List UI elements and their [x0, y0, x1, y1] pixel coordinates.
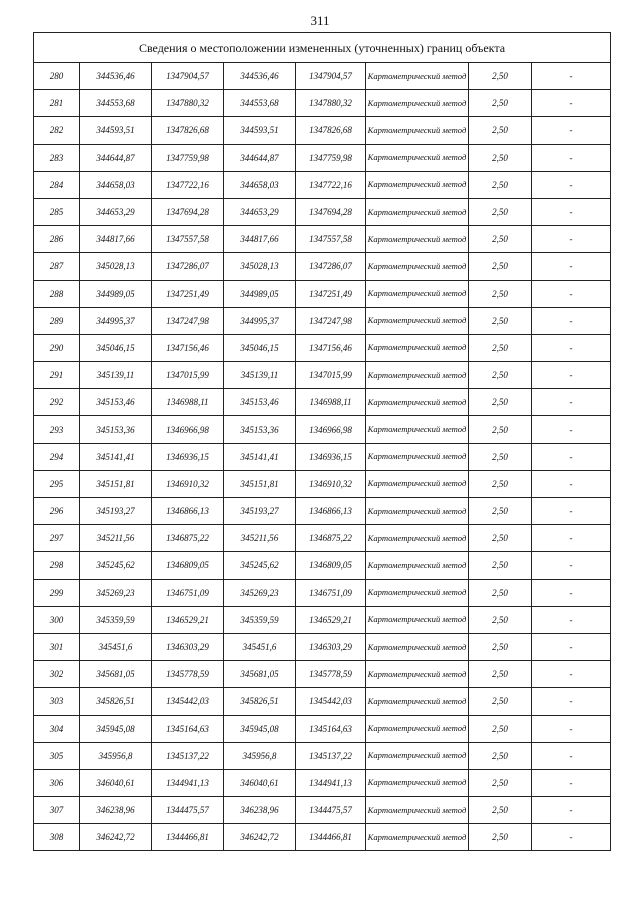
method-cell: Картометрический метод	[366, 797, 469, 824]
y-existing-cell: 1347247,98	[152, 307, 224, 334]
x-existing-cell: 346238,96	[80, 797, 152, 824]
accuracy-cell: 2,50	[469, 633, 532, 660]
method-cell: Картометрический метод	[366, 389, 469, 416]
description-cell: -	[532, 498, 611, 525]
x-new-cell: 345193,27	[224, 498, 296, 525]
x-existing-cell: 345359,59	[80, 606, 152, 633]
accuracy-cell: 2,50	[469, 769, 532, 796]
description-cell: -	[532, 470, 611, 497]
accuracy-cell: 2,50	[469, 443, 532, 470]
table-row	[34, 416, 611, 443]
y-existing-cell: 1347759,98	[152, 144, 224, 171]
point-number-cell: 287	[34, 253, 80, 280]
y-existing-cell: 1347694,28	[152, 198, 224, 225]
y-new-cell: 1347904,57	[296, 63, 366, 90]
x-existing-cell: 344553,68	[80, 90, 152, 117]
table-title: Сведения о местоположении измененных (уточненных) границ объекта	[34, 33, 611, 63]
y-new-cell: 1346809,05	[296, 552, 366, 579]
x-existing-cell: 346040,61	[80, 769, 152, 796]
y-new-cell: 1345137,22	[296, 742, 366, 769]
accuracy-cell: 2,50	[469, 253, 532, 280]
table-row	[34, 443, 611, 470]
method-cell: Картометрический метод	[366, 144, 469, 171]
y-existing-cell: 1346875,22	[152, 525, 224, 552]
x-new-cell: 345211,56	[224, 525, 296, 552]
description-cell: -	[532, 334, 611, 361]
description-cell: -	[532, 552, 611, 579]
point-number-cell: 288	[34, 280, 80, 307]
x-new-cell: 344553,68	[224, 90, 296, 117]
x-new-cell: 345245,62	[224, 552, 296, 579]
x-existing-cell: 345269,23	[80, 579, 152, 606]
accuracy-cell: 2,50	[469, 498, 532, 525]
point-number-cell: 282	[34, 117, 80, 144]
x-new-cell: 344658,03	[224, 171, 296, 198]
description-cell: -	[532, 633, 611, 660]
accuracy-cell: 2,50	[469, 824, 532, 851]
accuracy-cell: 2,50	[469, 362, 532, 389]
table-row	[34, 362, 611, 389]
x-new-cell: 345141,41	[224, 443, 296, 470]
description-cell: -	[532, 90, 611, 117]
y-new-cell: 1346866,13	[296, 498, 366, 525]
method-cell: Картометрический метод	[366, 117, 469, 144]
table-body	[34, 63, 611, 851]
y-existing-cell: 1347826,68	[152, 117, 224, 144]
x-existing-cell: 344593,51	[80, 117, 152, 144]
x-new-cell: 345139,11	[224, 362, 296, 389]
x-existing-cell: 345945,08	[80, 715, 152, 742]
table-row	[34, 226, 611, 253]
point-number-cell: 304	[34, 715, 80, 742]
y-existing-cell: 1347722,16	[152, 171, 224, 198]
accuracy-cell: 2,50	[469, 334, 532, 361]
accuracy-cell: 2,50	[469, 525, 532, 552]
y-new-cell: 1347722,16	[296, 171, 366, 198]
table-row	[34, 688, 611, 715]
y-existing-cell: 1345778,59	[152, 661, 224, 688]
y-existing-cell: 1346866,13	[152, 498, 224, 525]
description-cell: -	[532, 797, 611, 824]
description-cell: -	[532, 362, 611, 389]
description-cell: -	[532, 144, 611, 171]
x-existing-cell: 344653,29	[80, 198, 152, 225]
y-existing-cell: 1347557,58	[152, 226, 224, 253]
point-number-cell: 292	[34, 389, 80, 416]
method-cell: Картометрический метод	[366, 416, 469, 443]
y-existing-cell: 1347156,46	[152, 334, 224, 361]
description-cell: -	[532, 688, 611, 715]
y-existing-cell: 1344475,57	[152, 797, 224, 824]
x-existing-cell: 345139,11	[80, 362, 152, 389]
point-number-cell: 281	[34, 90, 80, 117]
description-cell: -	[532, 226, 611, 253]
accuracy-cell: 2,50	[469, 280, 532, 307]
table-row	[34, 552, 611, 579]
accuracy-cell: 2,50	[469, 144, 532, 171]
method-cell: Картометрический метод	[366, 198, 469, 225]
x-existing-cell: 345211,56	[80, 525, 152, 552]
y-new-cell: 1346936,15	[296, 443, 366, 470]
y-existing-cell: 1346303,29	[152, 633, 224, 660]
method-cell: Картометрический метод	[366, 334, 469, 361]
y-new-cell: 1347826,68	[296, 117, 366, 144]
x-new-cell: 345153,46	[224, 389, 296, 416]
table-row	[34, 171, 611, 198]
x-existing-cell: 345046,15	[80, 334, 152, 361]
description-cell: -	[532, 389, 611, 416]
accuracy-cell: 2,50	[469, 470, 532, 497]
description-cell: -	[532, 253, 611, 280]
x-existing-cell: 344658,03	[80, 171, 152, 198]
method-cell: Картометрический метод	[366, 633, 469, 660]
x-new-cell: 345826,51	[224, 688, 296, 715]
x-existing-cell: 345151,81	[80, 470, 152, 497]
accuracy-cell: 2,50	[469, 307, 532, 334]
x-existing-cell: 344989,05	[80, 280, 152, 307]
point-number-cell: 295	[34, 470, 80, 497]
y-existing-cell: 1345442,03	[152, 688, 224, 715]
boundary-table-container	[33, 32, 610, 851]
accuracy-cell: 2,50	[469, 171, 532, 198]
description-cell: -	[532, 117, 611, 144]
point-number-cell: 291	[34, 362, 80, 389]
point-number-cell: 302	[34, 661, 80, 688]
y-new-cell: 1347759,98	[296, 144, 366, 171]
x-existing-cell: 345956,8	[80, 742, 152, 769]
method-cell: Картометрический метод	[366, 498, 469, 525]
point-number-cell: 290	[34, 334, 80, 361]
table-row	[34, 742, 611, 769]
x-new-cell: 344989,05	[224, 280, 296, 307]
method-cell: Картометрический метод	[366, 90, 469, 117]
x-new-cell: 345269,23	[224, 579, 296, 606]
description-cell: -	[532, 198, 611, 225]
method-cell: Картометрический метод	[366, 525, 469, 552]
description-cell: -	[532, 525, 611, 552]
x-new-cell: 345359,59	[224, 606, 296, 633]
accuracy-cell: 2,50	[469, 416, 532, 443]
x-existing-cell: 344536,46	[80, 63, 152, 90]
point-number-cell: 286	[34, 226, 80, 253]
y-existing-cell: 1347904,57	[152, 63, 224, 90]
point-number-cell: 306	[34, 769, 80, 796]
method-cell: Картометрический метод	[366, 253, 469, 280]
description-cell: -	[532, 661, 611, 688]
y-existing-cell: 1345137,22	[152, 742, 224, 769]
x-existing-cell: 345193,27	[80, 498, 152, 525]
method-cell: Картометрический метод	[366, 307, 469, 334]
y-existing-cell: 1347251,49	[152, 280, 224, 307]
point-number-cell: 285	[34, 198, 80, 225]
y-new-cell: 1346966,98	[296, 416, 366, 443]
y-existing-cell: 1346910,32	[152, 470, 224, 497]
point-number-cell: 283	[34, 144, 80, 171]
point-number-cell: 303	[34, 688, 80, 715]
table-row	[34, 389, 611, 416]
point-number-cell: 296	[34, 498, 80, 525]
x-existing-cell: 345153,36	[80, 416, 152, 443]
method-cell: Картометрический метод	[366, 688, 469, 715]
method-cell: Картометрический метод	[366, 171, 469, 198]
description-cell: -	[532, 416, 611, 443]
x-new-cell: 345681,05	[224, 661, 296, 688]
y-existing-cell: 1347286,07	[152, 253, 224, 280]
x-existing-cell: 345681,05	[80, 661, 152, 688]
y-existing-cell: 1346751,09	[152, 579, 224, 606]
accuracy-cell: 2,50	[469, 63, 532, 90]
point-number-cell: 305	[34, 742, 80, 769]
method-cell: Картометрический метод	[366, 742, 469, 769]
point-number-cell: 294	[34, 443, 80, 470]
accuracy-cell: 2,50	[469, 742, 532, 769]
table-row	[34, 198, 611, 225]
x-new-cell: 346238,96	[224, 797, 296, 824]
accuracy-cell: 2,50	[469, 117, 532, 144]
table-row	[34, 661, 611, 688]
method-cell: Картометрический метод	[366, 226, 469, 253]
x-new-cell: 344593,51	[224, 117, 296, 144]
x-new-cell: 346040,61	[224, 769, 296, 796]
x-new-cell: 345151,81	[224, 470, 296, 497]
table-row	[34, 797, 611, 824]
point-number-cell: 284	[34, 171, 80, 198]
y-new-cell: 1346875,22	[296, 525, 366, 552]
table-row	[34, 633, 611, 660]
accuracy-cell: 2,50	[469, 606, 532, 633]
method-cell: Картометрический метод	[366, 661, 469, 688]
table-row	[34, 498, 611, 525]
description-cell: -	[532, 307, 611, 334]
point-number-cell: 280	[34, 63, 80, 90]
description-cell: -	[532, 769, 611, 796]
y-existing-cell: 1346809,05	[152, 552, 224, 579]
table-row	[34, 253, 611, 280]
x-existing-cell: 345451,6	[80, 633, 152, 660]
point-number-cell: 300	[34, 606, 80, 633]
table-row	[34, 307, 611, 334]
y-existing-cell: 1344941,13	[152, 769, 224, 796]
method-cell: Картометрический метод	[366, 552, 469, 579]
y-new-cell: 1345442,03	[296, 688, 366, 715]
y-new-cell: 1346303,29	[296, 633, 366, 660]
table-row	[34, 715, 611, 742]
point-number-cell: 301	[34, 633, 80, 660]
method-cell: Картометрический метод	[366, 715, 469, 742]
description-cell: -	[532, 171, 611, 198]
x-new-cell: 345046,15	[224, 334, 296, 361]
x-new-cell: 344995,37	[224, 307, 296, 334]
x-existing-cell: 344644,87	[80, 144, 152, 171]
accuracy-cell: 2,50	[469, 198, 532, 225]
description-cell: -	[532, 443, 611, 470]
y-new-cell: 1346751,09	[296, 579, 366, 606]
x-new-cell: 345945,08	[224, 715, 296, 742]
accuracy-cell: 2,50	[469, 389, 532, 416]
accuracy-cell: 2,50	[469, 552, 532, 579]
x-new-cell: 345451,6	[224, 633, 296, 660]
point-number-cell: 289	[34, 307, 80, 334]
y-existing-cell: 1347880,32	[152, 90, 224, 117]
table-row	[34, 144, 611, 171]
description-cell: -	[532, 280, 611, 307]
point-number-cell: 307	[34, 797, 80, 824]
table-row	[34, 90, 611, 117]
y-new-cell: 1346910,32	[296, 470, 366, 497]
accuracy-cell: 2,50	[469, 579, 532, 606]
x-existing-cell: 345245,62	[80, 552, 152, 579]
description-cell: -	[532, 742, 611, 769]
boundary-coordinates-table	[33, 32, 611, 851]
method-cell: Картометрический метод	[366, 579, 469, 606]
table-row	[34, 334, 611, 361]
method-cell: Картометрический метод	[366, 280, 469, 307]
x-existing-cell: 345153,46	[80, 389, 152, 416]
x-new-cell: 345028,13	[224, 253, 296, 280]
x-existing-cell: 345826,51	[80, 688, 152, 715]
y-new-cell: 1347880,32	[296, 90, 366, 117]
y-existing-cell: 1345164,63	[152, 715, 224, 742]
y-existing-cell: 1344466,81	[152, 824, 224, 851]
y-new-cell: 1345164,63	[296, 715, 366, 742]
y-existing-cell: 1346966,98	[152, 416, 224, 443]
y-existing-cell: 1346529,21	[152, 606, 224, 633]
table-row	[34, 579, 611, 606]
y-new-cell: 1347156,46	[296, 334, 366, 361]
accuracy-cell: 2,50	[469, 226, 532, 253]
description-cell: -	[532, 63, 611, 90]
x-new-cell: 346242,72	[224, 824, 296, 851]
x-existing-cell: 346242,72	[80, 824, 152, 851]
point-number-cell: 298	[34, 552, 80, 579]
point-number-cell: 297	[34, 525, 80, 552]
y-existing-cell: 1347015,99	[152, 362, 224, 389]
y-new-cell: 1346529,21	[296, 606, 366, 633]
accuracy-cell: 2,50	[469, 715, 532, 742]
x-existing-cell: 345141,41	[80, 443, 152, 470]
x-existing-cell: 344995,37	[80, 307, 152, 334]
accuracy-cell: 2,50	[469, 661, 532, 688]
table-row	[34, 606, 611, 633]
table-row	[34, 824, 611, 851]
method-cell: Картометрический метод	[366, 63, 469, 90]
table-row	[34, 117, 611, 144]
x-existing-cell: 345028,13	[80, 253, 152, 280]
x-new-cell: 345153,36	[224, 416, 296, 443]
x-new-cell: 344536,46	[224, 63, 296, 90]
table-row	[34, 470, 611, 497]
method-cell: Картометрический метод	[366, 606, 469, 633]
accuracy-cell: 2,50	[469, 797, 532, 824]
y-new-cell: 1347694,28	[296, 198, 366, 225]
y-new-cell: 1346988,11	[296, 389, 366, 416]
description-cell: -	[532, 579, 611, 606]
method-cell: Картометрический метод	[366, 362, 469, 389]
method-cell: Картометрический метод	[366, 443, 469, 470]
y-new-cell: 1344941,13	[296, 769, 366, 796]
x-new-cell: 345956,8	[224, 742, 296, 769]
description-cell: -	[532, 824, 611, 851]
method-cell: Картометрический метод	[366, 824, 469, 851]
y-new-cell: 1345778,59	[296, 661, 366, 688]
y-new-cell: 1347251,49	[296, 280, 366, 307]
method-cell: Картометрический метод	[366, 769, 469, 796]
y-new-cell: 1347015,99	[296, 362, 366, 389]
table-row	[34, 769, 611, 796]
point-number-cell: 308	[34, 824, 80, 851]
x-existing-cell: 344817,66	[80, 226, 152, 253]
y-new-cell: 1347247,98	[296, 307, 366, 334]
table-row	[34, 525, 611, 552]
y-existing-cell: 1346988,11	[152, 389, 224, 416]
x-new-cell: 344644,87	[224, 144, 296, 171]
y-existing-cell: 1346936,15	[152, 443, 224, 470]
accuracy-cell: 2,50	[469, 688, 532, 715]
description-cell: -	[532, 715, 611, 742]
y-new-cell: 1344475,57	[296, 797, 366, 824]
x-new-cell: 344653,29	[224, 198, 296, 225]
method-cell: Картометрический метод	[366, 470, 469, 497]
table-row	[34, 63, 611, 90]
y-new-cell: 1347286,07	[296, 253, 366, 280]
point-number-cell: 299	[34, 579, 80, 606]
point-number-cell: 293	[34, 416, 80, 443]
page-number: 311	[310, 13, 330, 28]
y-new-cell: 1347557,58	[296, 226, 366, 253]
y-new-cell: 1344466,81	[296, 824, 366, 851]
x-new-cell: 344817,66	[224, 226, 296, 253]
table-row	[34, 280, 611, 307]
accuracy-cell: 2,50	[469, 90, 532, 117]
description-cell: -	[532, 606, 611, 633]
table-title-row	[34, 33, 611, 63]
